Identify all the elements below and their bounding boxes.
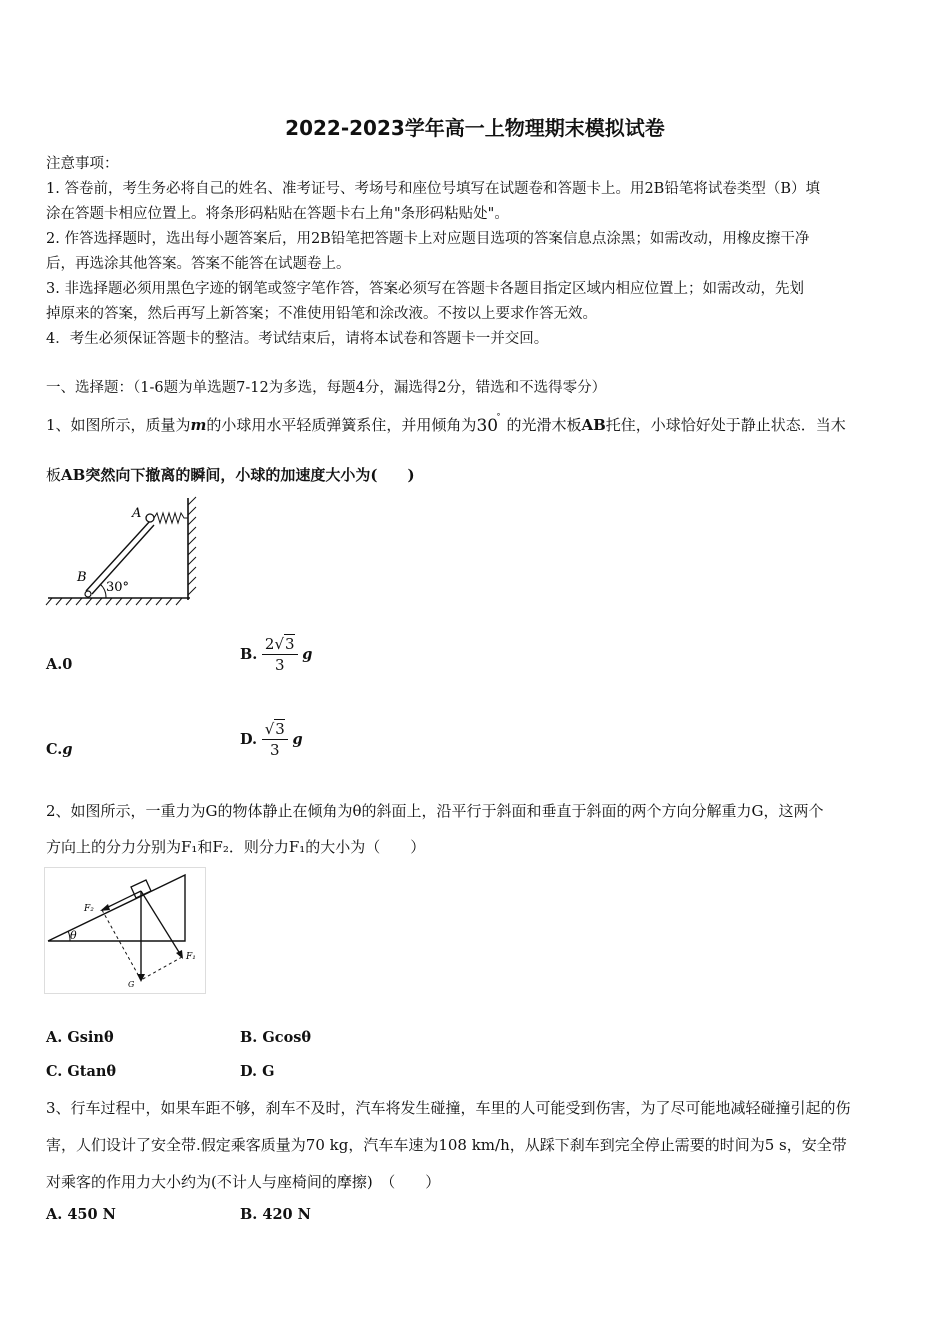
notice-line: 2. 作答选择题时，选出每小题答案后，用2B铅笔把答题卡上对应题目选项的答案信息点涂黑；如需改动，用橡皮擦干净 (46, 231, 810, 247)
q1-label-b: B (77, 570, 87, 585)
notice-line: 1. 答卷前，考生务必将自己的姓名、准考证号、考场号和座位号填写在试题卷和答题卡上。用2B铅笔将试卷类型（B）填 (46, 181, 820, 197)
q1-option-d-denominator: 3 (270, 741, 280, 759)
q2-f1-arrowhead (176, 950, 183, 959)
q2-dashed-line (102, 910, 141, 980)
q1-option-d-fraction: $\frac{√3}{3}$ (262, 719, 288, 760)
q3-stem-line2: 害，人们设计了安全带.假定乘客质量为70 kg，汽车车速为108 km/h，从踩下刹车到完全停止需要的时间为5 s，安全带 (46, 1136, 847, 1154)
q1-option-b-denominator: 3 (274, 656, 285, 674)
q2-option-d[interactable]: D. G (240, 1063, 275, 1080)
q1-stem-line2 (46, 464, 415, 485)
q3-option-b[interactable]: B. 420 N (240, 1206, 311, 1223)
q1-option-d[interactable] (240, 719, 303, 760)
q2-dashed-line (141, 957, 182, 980)
q1-option-d-label: D. (240, 731, 258, 748)
q2-f1-arrow (141, 891, 182, 957)
notice-line: 掉原来的答案，然后再写上新答案；不准使用铅笔和涂改液。不按以上要求作答无效。 (46, 306, 597, 322)
q1-text: 的光滑木板 (506, 416, 582, 434)
q2-stem-line2: 方向上的分力分别为F₁和F₂．则分力F₁的大小为（ ） (46, 838, 426, 856)
q1-hinge (85, 591, 91, 597)
q2-f2-label: F₂ (84, 904, 94, 914)
q1-option-a[interactable]: A.0 (46, 656, 73, 673)
q1-option-c-g: g (62, 741, 73, 758)
q1-mass-symbol: m (190, 416, 207, 434)
q1-option-b-fraction: $\frac{2√3}{3}$ (262, 634, 298, 675)
q3-option-a[interactable]: A. 450 N (46, 1206, 116, 1223)
q2-option-a[interactable]: A. Gsinθ (46, 1029, 114, 1046)
q2-option-c[interactable]: C. Gtanθ (46, 1063, 117, 1080)
section-heading: 一、选择题：（1-6题为单选题7-12为多选，每题4分，漏选得2分，错选和不选得零分） (46, 380, 607, 396)
q1-board-label: AB (61, 466, 86, 484)
q2-g-label: G (128, 980, 135, 989)
q1-option-c[interactable] (46, 741, 72, 758)
notice-line: 涂在答题卡相应位置上。将条形码粘贴在答题卡右上角"条形码粘贴处"。 (46, 206, 509, 222)
q1-option-b[interactable] (240, 634, 312, 675)
q1-ground-hatch (46, 598, 182, 605)
q3-stem-line1: 3、行车过程中，如果车距不够，刹车不及时，汽车将发生碰撞，车里的人可能受到伤害，为了尽可能地减轻碰撞引起的伤 (46, 1099, 851, 1117)
q1-option-c-label: C. (46, 741, 63, 758)
q1-board-label: AB (581, 416, 606, 434)
q1-text: 突然向下撤离的瞬间，小球的加速度大小为( ) (85, 466, 415, 484)
q1-text: 托住，小球恰好处于静止状态．当木 (605, 416, 846, 434)
q3-stem-line3: 对乘客的作用力大小约为(不计人与座椅间的摩擦) （ ） (46, 1173, 441, 1191)
q1-option-b-g: g (302, 646, 313, 663)
q1-text: 1、如图所示，质量为 (46, 416, 191, 434)
q1-option-d-radicand: 3 (275, 720, 285, 738)
q1-option-d-g: g (292, 731, 303, 748)
q1-figure (44, 495, 204, 607)
q1-angle-value: 30 (476, 416, 499, 436)
q2-theta-label: θ (70, 929, 77, 942)
q2-option-b[interactable]: B. Gcosθ (240, 1029, 312, 1046)
q1-spring (154, 513, 188, 523)
q2-f1-label: F₁ (186, 952, 196, 962)
q1-label-a: A (132, 506, 142, 521)
q1-stem-line1 (46, 414, 846, 435)
notice-line: 3. 非选择题必须用黑色字迹的钢笔或签字笔作答，答案必须写在答题卡各题目指定区域内相应位置上；如需改动，先划 (46, 281, 804, 297)
q1-option-b-radicand: 3 (285, 635, 295, 653)
q1-option-b-coef: 2 (264, 635, 275, 653)
q1-angle-degree: ° (496, 412, 501, 421)
q2-stem-line1: 2、如图所示，一重力为G的物体静止在倾角为θ的斜面上，沿平行于斜面和垂直于斜面的两个方向分解重力G，这两个 (46, 802, 824, 820)
notice-line: 4．考生必须保证答题卡的整洁。考试结束后，请将本试卷和答题卡一并交回。 (46, 331, 549, 347)
q2-figure (44, 867, 206, 995)
q1-angle-label: 30° (106, 580, 130, 595)
page-title: 2022-2023学年高一上物理期末模拟试卷 (285, 116, 665, 140)
notice-heading: 注意事项： (46, 156, 119, 172)
q1-wall-hatch (188, 497, 196, 595)
q1-option-b-label: B. (240, 646, 258, 663)
q1-text: 的小球用水平轻质弹簧系住，并用倾角为 (206, 416, 477, 434)
q1-text: 板 (46, 466, 62, 484)
q2-f2-arrowhead (100, 904, 110, 911)
q1-ball (146, 514, 154, 522)
notice-line: 后，再选涂其他答案。答案不能答在试题卷上。 (46, 256, 351, 272)
